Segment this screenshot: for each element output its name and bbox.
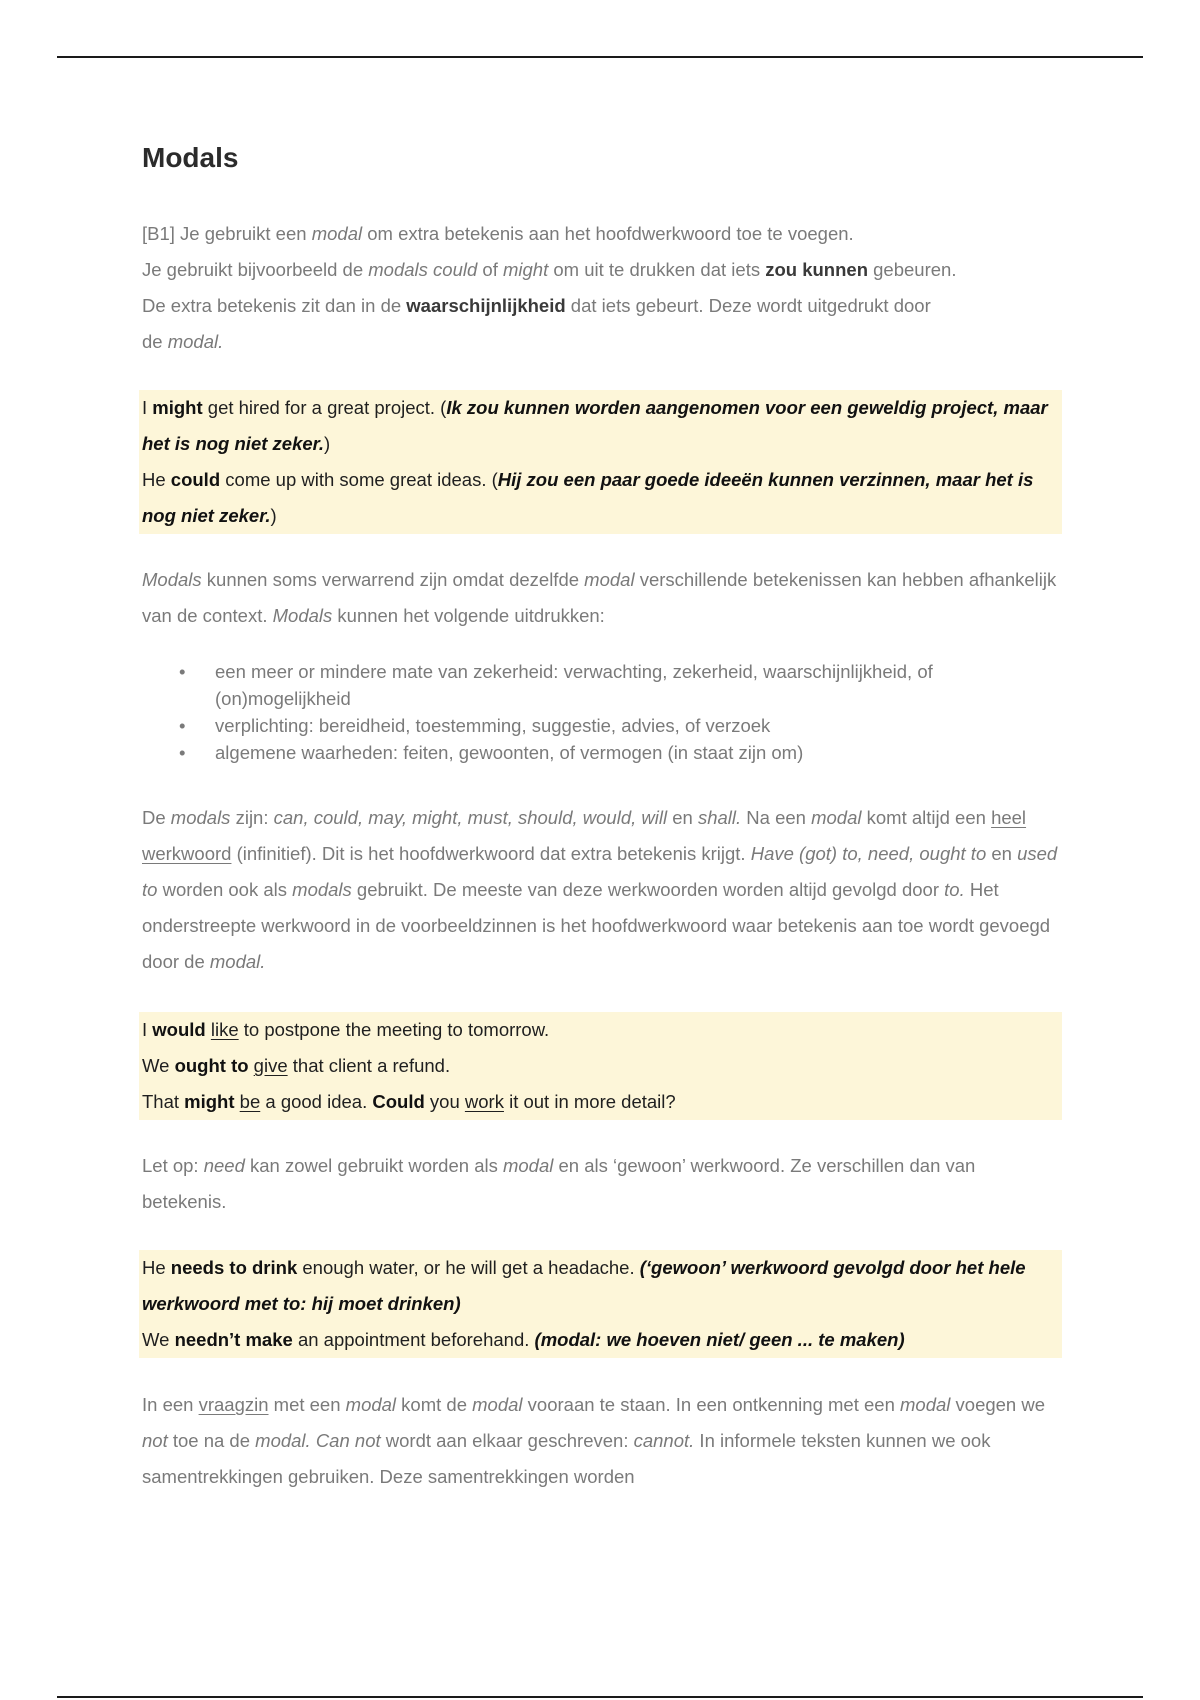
list-item: • een meer or mindere mate van zekerheid: verwachting, zekerheid, waarschijnlijkheid, of (on)mogelijkheid (179, 661, 933, 709)
example-box-3: He needs to drink enough water, or he will get a headache. (‘gewoon’ werkwoord gevolgd door het hele werkwoord met to: hij moet drinken) We needn’t make an appointment beforehand. (modal: we hoeven niet/ geen ... te maken) (139, 1250, 1062, 1358)
intro-paragraph: [B1] Je gebruikt een modal om extra betekenis aan het hoofdwerkwoord toe te voegen. Je gebruikt bijvoorbeeld de modals could of might om uit te drukken dat iets zou kunnen gebeuren. De extra betekenis zit dan in de waarschijnlijkheid dat iets gebeurt. Deze wordt uitgedrukt door de modal. (142, 223, 957, 352)
context-paragraph: Modals kunnen soms verwarrend zijn omdat dezelfde modal verschillende betekenissen kan hebben afhankelijk van de context. Modals kunnen het volgende uitdrukken: (142, 569, 1057, 626)
list-item: • verplichting: bereidheid, toestemming, suggestie, advies, of verzoek (179, 715, 771, 736)
top-rule (57, 56, 1143, 58)
example-box-1: I might get hired for a great project. (Ik zou kunnen worden aangenomen voor een geweldig project, maar het is nog niet zeker.) He could come up with some great ideas. (Hij zou een paar goede ideeën kunnen verzinnen, maar het is nog niet zeker.) (139, 390, 1062, 534)
page-title: Modals (142, 142, 239, 173)
need-note-paragraph: Let op: need kan zowel gebruikt worden als modal en als ‘gewoon’ werkwoord. Ze verschillen dan van betekenis. (142, 1155, 976, 1212)
bottom-rule (57, 1696, 1143, 1698)
question-paragraph: In een vraagzin met een modal komt de modal vooraan te staan. In een ontkenning met een modal voegen we not toe na de modal. Can not wordt aan elkaar geschreven: cannot. In informele teksten kunnen we ook samentrekkingen gebruiken. Deze samentrekkingen worden (142, 1394, 1046, 1487)
modals-list-paragraph: De modals zijn: can, could, may, might, must, should, would, will en shall. Na een modal komt altijd een heel werkwoord (infinitief). Dit is het hoofdwerkwoord dat extra betekenis krijgt. Have (got) to, need, ought to en used to worden ook als modals gebruikt. De meeste van deze werkwoorden worden altijd gevolgd door to. Het onderstreepte werkwoord in de voorbeeldzinnen is het hoofdwerkwoord waar betekenis aan toe wordt gevoegd door de modal. (142, 807, 1058, 972)
example-box-2: I would like to postpone the meeting to tomorrow. We ought to give that client a refund. That might be a good idea. Could you work it out in more detail? (139, 1012, 1062, 1120)
meaning-list (142, 658, 1022, 766)
list-item: • algemene waarheden: feiten, gewoonten, of vermogen (in staat zijn om) (179, 742, 804, 763)
